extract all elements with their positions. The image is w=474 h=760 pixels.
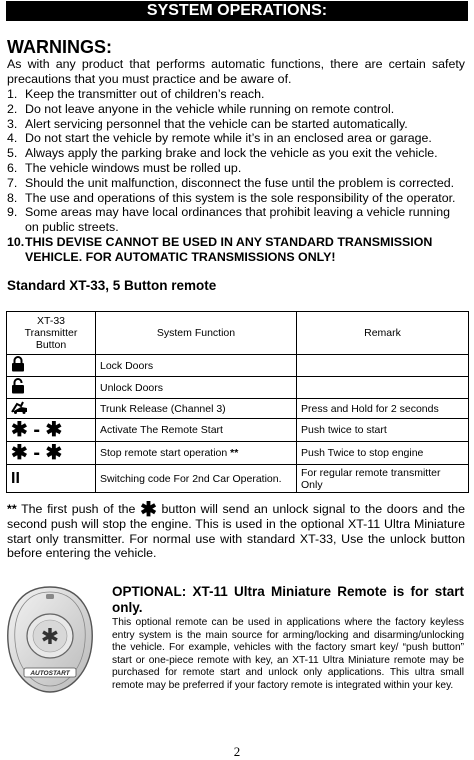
warnings-list bbox=[7, 87, 465, 265]
warning-text: Do not leave anyone in the vehicle while running on remote control. bbox=[25, 101, 395, 116]
warning-item bbox=[7, 87, 465, 102]
star-icon: ✱ bbox=[140, 499, 157, 521]
function-cell bbox=[96, 442, 297, 465]
warning-text: Do not start the vehicle by remote while it’s in an enclosed area or garage. bbox=[25, 131, 432, 146]
warning-item bbox=[7, 102, 465, 117]
remark-cell: Push twice to start bbox=[297, 419, 469, 442]
lock-closed-icon bbox=[7, 355, 96, 377]
table-row bbox=[7, 465, 469, 493]
remark-cell bbox=[297, 355, 469, 377]
warnings-intro: As with any product that performs automatic functions, there are certain safety precautions that you must practice and be aware of. bbox=[7, 57, 465, 86]
footnote-text-2: button will send an unlock signal to the doors and the second push will stop the engine. This is used in the optional XT-11 Ultra Miniature start only transmitter. For normal use with standard XT-33, Use the unlock button before entering the vehicle. bbox=[7, 502, 466, 561]
xt11-remote-image bbox=[0, 584, 100, 696]
footnote-marker: ** bbox=[230, 447, 239, 459]
warning-number: 9. bbox=[7, 205, 18, 220]
remark-cell: Push Twice to stop engine bbox=[297, 442, 469, 465]
remote-table-title: Standard XT-33, 5 Button remote bbox=[7, 278, 217, 293]
warning-item bbox=[7, 205, 465, 235]
function-text: Stop remote start operation bbox=[100, 447, 228, 459]
optional-title: OPTIONAL: XT-11 Ultra Miniature Remote is for start only. bbox=[112, 584, 464, 615]
header-function: System Function bbox=[96, 312, 297, 355]
warning-text: THIS DEVISE CANNOT BE USED IN ANY STANDARD TRANSMISSION VEHICLE. FOR AUTOMATIC TRANSMISSIONS ONLY! bbox=[25, 234, 433, 264]
button-symbol: ✱ - ✱ bbox=[11, 419, 63, 441]
function-cell: Activate The Remote Start bbox=[96, 419, 297, 442]
table-header-row bbox=[7, 312, 469, 355]
warning-text: Always apply the parking brake and lock the vehicle as you exit the vehicle. bbox=[25, 146, 438, 161]
button-symbol: II bbox=[11, 469, 20, 487]
function-cell: Lock Doors bbox=[96, 355, 297, 377]
lock-open-icon bbox=[7, 377, 96, 399]
pause-icon bbox=[7, 465, 96, 493]
warning-text: Some areas may have local ordinances that prohibit leaving a vehicle running on public streets. bbox=[25, 205, 450, 235]
header-remark: Remark bbox=[297, 312, 469, 355]
table-row bbox=[7, 399, 469, 419]
section-header: SYSTEM OPERATIONS: bbox=[6, 1, 468, 21]
warning-number: 3. bbox=[7, 116, 18, 131]
warning-number: 5. bbox=[7, 146, 18, 161]
footnote-marker: ** bbox=[7, 502, 17, 516]
warning-text: Should the unit malfunction, disconnect the fuse until the problem is corrected. bbox=[25, 175, 455, 190]
remark-cell: For regular remote transmitter Only bbox=[297, 465, 469, 493]
function-cell: Trunk Release (Channel 3) bbox=[96, 399, 297, 419]
warning-number: 6. bbox=[7, 160, 18, 175]
warnings-title: WARNINGS: bbox=[7, 37, 112, 57]
star-star-icon bbox=[7, 419, 96, 442]
warning-text: The use and operations of this system is the sole responsibility of the operator. bbox=[25, 190, 456, 205]
page-number: 2 bbox=[233, 744, 241, 759]
warning-item bbox=[7, 131, 465, 146]
svg-text:✱: ✱ bbox=[40, 625, 60, 650]
warning-item bbox=[7, 161, 465, 176]
warning-number: 7. bbox=[7, 175, 18, 190]
table-row bbox=[7, 355, 469, 377]
footnote-paragraph bbox=[7, 499, 466, 561]
optional-text: This optional remote can be used in applications where the factory keyless entry system is the main source for arming/locking and disarming/unlocking the vehicle. For example, vehicles with the factory smart key/ “push button” start or one-piece remote with key, an XT-11 Ultra Miniature remote may be purchased for remote start and unlock only applications. This ultra small remote may be preferred if your factory remote is integrated within your key. bbox=[112, 617, 464, 691]
warning-item bbox=[7, 117, 465, 132]
function-cell: Switching code For 2nd Car Operation. bbox=[96, 465, 297, 493]
fob-brand-label: AUTOSTART bbox=[30, 670, 70, 677]
table-row bbox=[7, 419, 469, 442]
trunk-icon bbox=[7, 399, 96, 419]
warning-text: Keep the transmitter out of children’s reach. bbox=[25, 87, 265, 101]
table-row bbox=[7, 442, 469, 465]
warning-item bbox=[7, 176, 465, 191]
warning-item-bold bbox=[7, 235, 465, 265]
warning-item bbox=[7, 146, 465, 161]
footnote-text-1: The first push of the bbox=[21, 502, 136, 516]
button-symbol: ✱ - ✱ bbox=[11, 442, 63, 464]
header-button: XT-33 Transmitter Button bbox=[7, 312, 96, 355]
warning-text: The vehicle windows must be rolled up. bbox=[25, 160, 242, 175]
warning-number: 2. bbox=[7, 101, 18, 116]
warning-item bbox=[7, 191, 465, 206]
function-cell: Unlock Doors bbox=[96, 377, 297, 399]
star-star-icon bbox=[7, 442, 96, 465]
warning-number: 4. bbox=[7, 131, 18, 146]
warning-number: 8. bbox=[7, 190, 18, 205]
remote-functions-table bbox=[6, 311, 469, 493]
warning-text: Alert servicing personnel that the vehicle can be started automatically. bbox=[25, 116, 408, 131]
warning-number: 10. bbox=[7, 234, 25, 249]
table-row bbox=[7, 377, 469, 399]
remark-cell bbox=[297, 377, 469, 399]
warning-number: 1. bbox=[7, 87, 18, 101]
remark-cell: Press and Hold for 2 seconds bbox=[297, 399, 469, 419]
